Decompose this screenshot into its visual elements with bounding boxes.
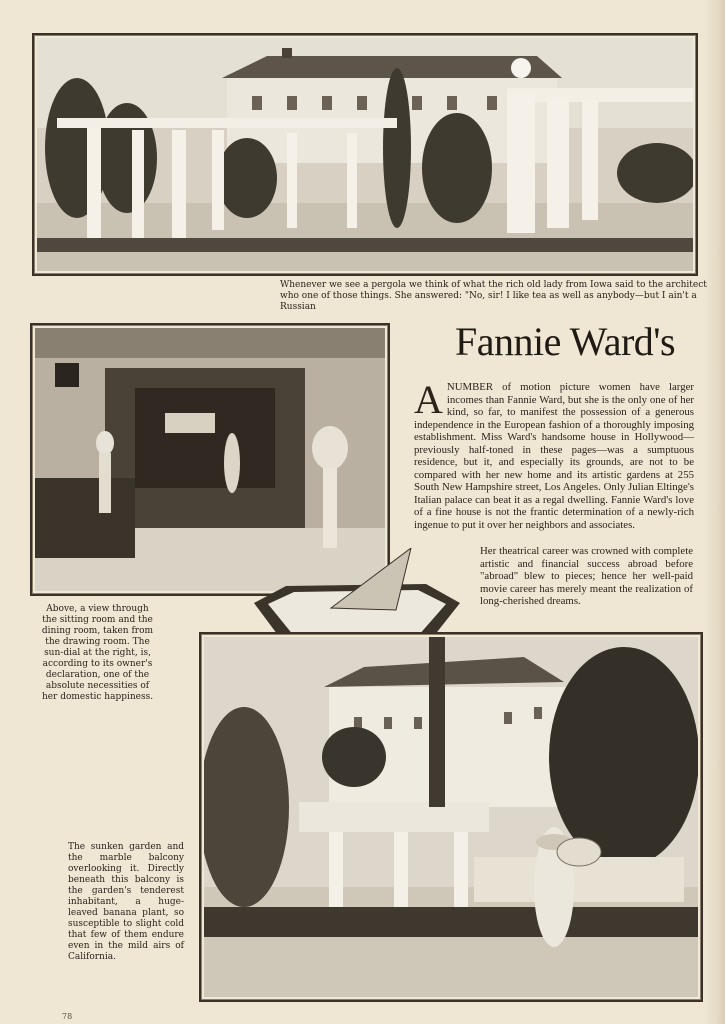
page-edge <box>703 0 725 1024</box>
garden-caption: The sunken garden and the marble balcony overlooking it. Directly beneath this balcony is the garden's tenderest inhabitant, a huge-leaved banana plant, so susceptible to slight cold that few of them endure even in the mild airs of California. <box>68 842 184 962</box>
page-number: 78 <box>62 1012 73 1021</box>
dropcap: A <box>414 377 443 422</box>
article-title: Fannie Ward's <box>455 319 676 364</box>
article-lead: NUMBER of motion picture women have larger incomes than Fannie Ward, but she is the only one of her kind, so far, to manifest the possession of a generous independence in the European fashion of a thoroughly imposing establishment. Miss Ward's handsome house in Hollywood—previously half-toned in these pages—was a sumptuous residence, but it, and especially its grounds, are not to be compared with her new home and its artistic gardens at 255 South New Hampshire street, Los Angeles. Only Julian Eltinge's Italian palace can beat it as a regal dwelling. Fannie Ward's love of a fine house is not the frantic determination of a newly-rich ingenue to put it over her neighbors and associates. <box>414 381 694 531</box>
article-body <box>414 377 694 531</box>
interior-caption: Above, a view through the sitting room and the dining room, taken from the drawing room. The sun-dial at the right, is, according to its owner's declaration, one of the absolute necessities of her domestic happiness. <box>41 604 154 702</box>
garden-photo <box>199 632 703 1002</box>
pergola-caption: Whenever we see a pergola we think of what the rich old lady from Iowa said to the architect who one of those things. She answered: "No, sir! I like tea as well as anybody—but I ain't a Russian <box>280 280 707 312</box>
pergola-photo <box>32 33 698 276</box>
article-continuation: Her theatrical career was crowned with complete artistic and financial success abroad before "abroad" blew to pieces; hence her well-paid movie career has merely meant the realization of long-cherished dreams. <box>480 545 693 607</box>
